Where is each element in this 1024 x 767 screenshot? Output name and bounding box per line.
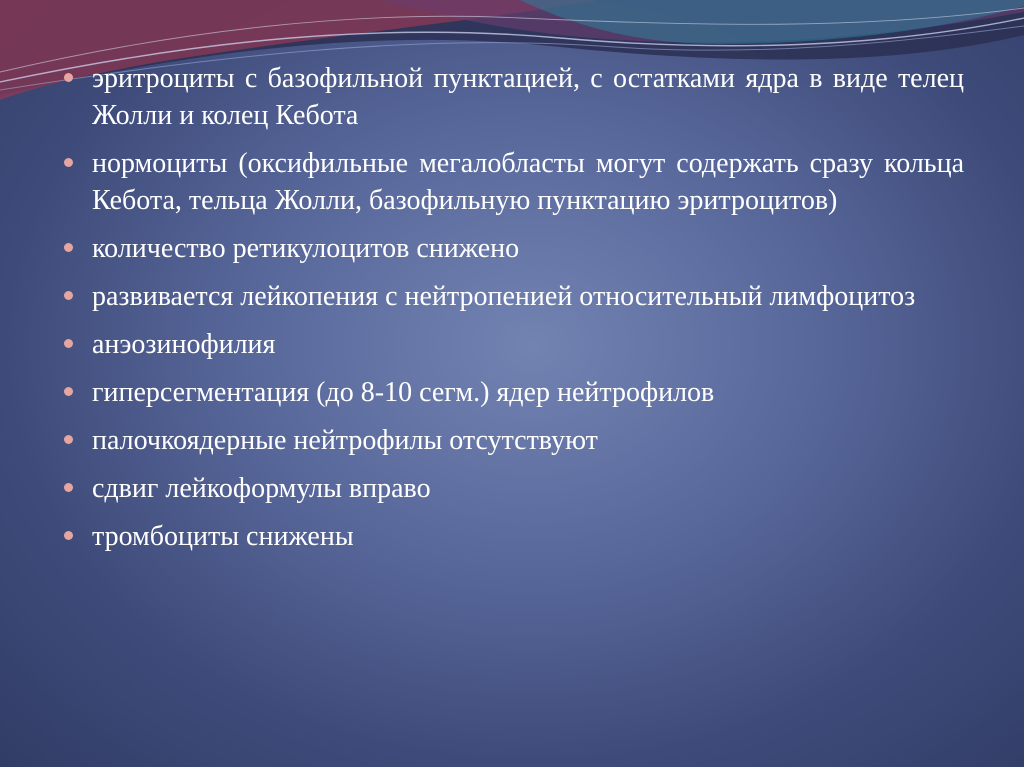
bullet-dot-icon [64,73,73,82]
bullet-dot-icon [64,158,73,167]
bullet-list [64,60,964,566]
bullet-text: сдвиг лейкоформулы вправо [92,473,431,504]
bullet-text: гиперсегментация (до 8-10 сегм.) ядер нейтрофилов [92,377,715,408]
bullet-dot-icon [64,339,73,348]
bullet-dot-icon [64,483,73,492]
bullet-dot-icon [64,291,73,300]
bullet-text: палочкоядерные нейтрофилы отсутствуют [92,425,598,456]
bullet-item [64,470,964,507]
bullet-text: анэозинофилия [92,329,276,360]
bullet-dot-icon [64,243,73,252]
bullet-item [64,326,964,363]
bullet-item [64,422,964,459]
bullet-dot-icon [64,435,73,444]
bullet-item [64,230,964,267]
bullet-text: тромбоциты снижены [92,521,354,552]
bullet-text: эритроциты с базофильной пунктацией, с остатками ядра в виде телец Жолли и колец Кебота [92,63,964,131]
bullet-dot-icon [64,531,73,540]
bullet-text: количество ретикулоцитов снижено [92,233,520,264]
bullet-item [64,145,964,219]
bullet-item [64,278,964,315]
bullet-item [64,374,964,411]
bullet-item [64,60,964,134]
bullet-text: нормоциты (оксифильные мегалобласты могут содержать сразу кольца Кебота, тельца Жолли, базофильную пунктацию эритроцитов) [92,148,964,216]
bullet-item [64,518,964,555]
bullet-text: развивается лейкопения с нейтропенией относительный лимфоцитоз [92,281,916,312]
bullet-dot-icon [64,387,73,396]
